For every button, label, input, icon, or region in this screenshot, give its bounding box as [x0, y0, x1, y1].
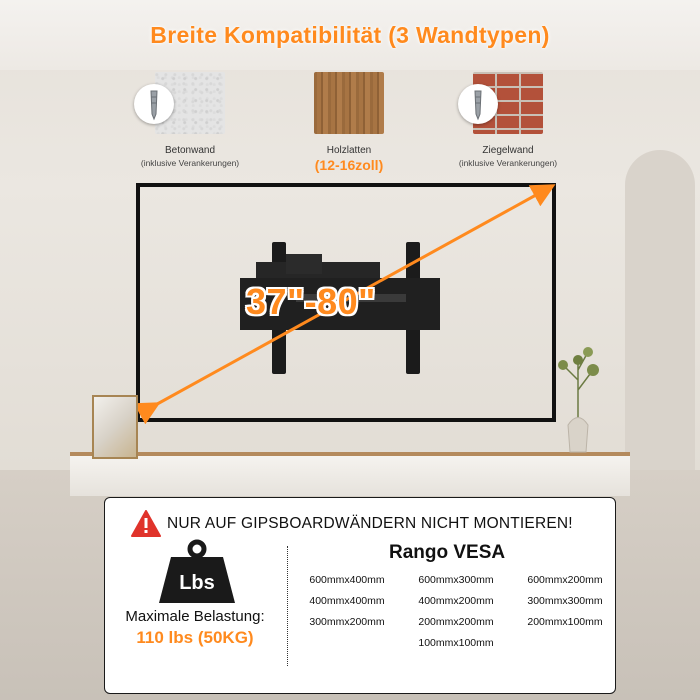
page-title: Breite Kompatibilität (3 Wandtypen): [150, 22, 550, 48]
wall-type-note: (inklusive Verankerungen): [458, 158, 558, 168]
tv-size-label: 37"-80": [246, 281, 376, 322]
panel-divider: [287, 546, 288, 666]
vesa-size: 100mmx100mm: [418, 637, 494, 649]
weight-icon-text: Lbs: [179, 572, 215, 594]
wall-type-name: Betonwand: [164, 145, 216, 156]
wall-type-note: (12-16zoll): [314, 157, 384, 173]
warning-icon: [131, 510, 161, 537]
vesa-size: 200mmx200mm: [418, 616, 494, 628]
vesa-row: [297, 595, 615, 616]
vesa-size: 300mmx300mm: [527, 595, 603, 607]
vesa-row: [297, 616, 615, 637]
vesa-size: 200mmx100mm: [527, 616, 603, 628]
vesa-size: 400mmx400mm: [309, 595, 385, 607]
vesa-row: [297, 574, 615, 595]
vesa-title: Rango VESA: [389, 542, 506, 563]
tv-console: [70, 452, 630, 496]
max-load-label: Maximale Belastung:: [125, 608, 265, 625]
weight-icon: [157, 539, 237, 605]
plant-vase: [548, 340, 608, 458]
wall-type-note: (inklusive Verankerungen): [140, 158, 240, 168]
vesa-size: 400mmx200mm: [418, 595, 494, 607]
info-panel: [104, 497, 616, 694]
wall-type-name: Ziegelwand: [482, 145, 534, 156]
max-load-value: 110 lbs (50KG): [136, 628, 254, 647]
vesa-size: 600mmx300mm: [418, 574, 494, 586]
warning-text: NUR AUF GIPSBOARDWÄNDERN NICHT MONTIEREN!: [167, 514, 573, 532]
wall-type-name: Holzlatten: [326, 145, 372, 156]
framed-picture: [92, 395, 138, 459]
warning-banner: [131, 510, 573, 537]
vesa-row: [297, 637, 615, 658]
vesa-size: 600mmx200mm: [527, 574, 603, 586]
vesa-size: 300mmx200mm: [309, 616, 385, 628]
vesa-grid: [297, 574, 615, 658]
vesa-size: 600mmx400mm: [309, 574, 385, 586]
